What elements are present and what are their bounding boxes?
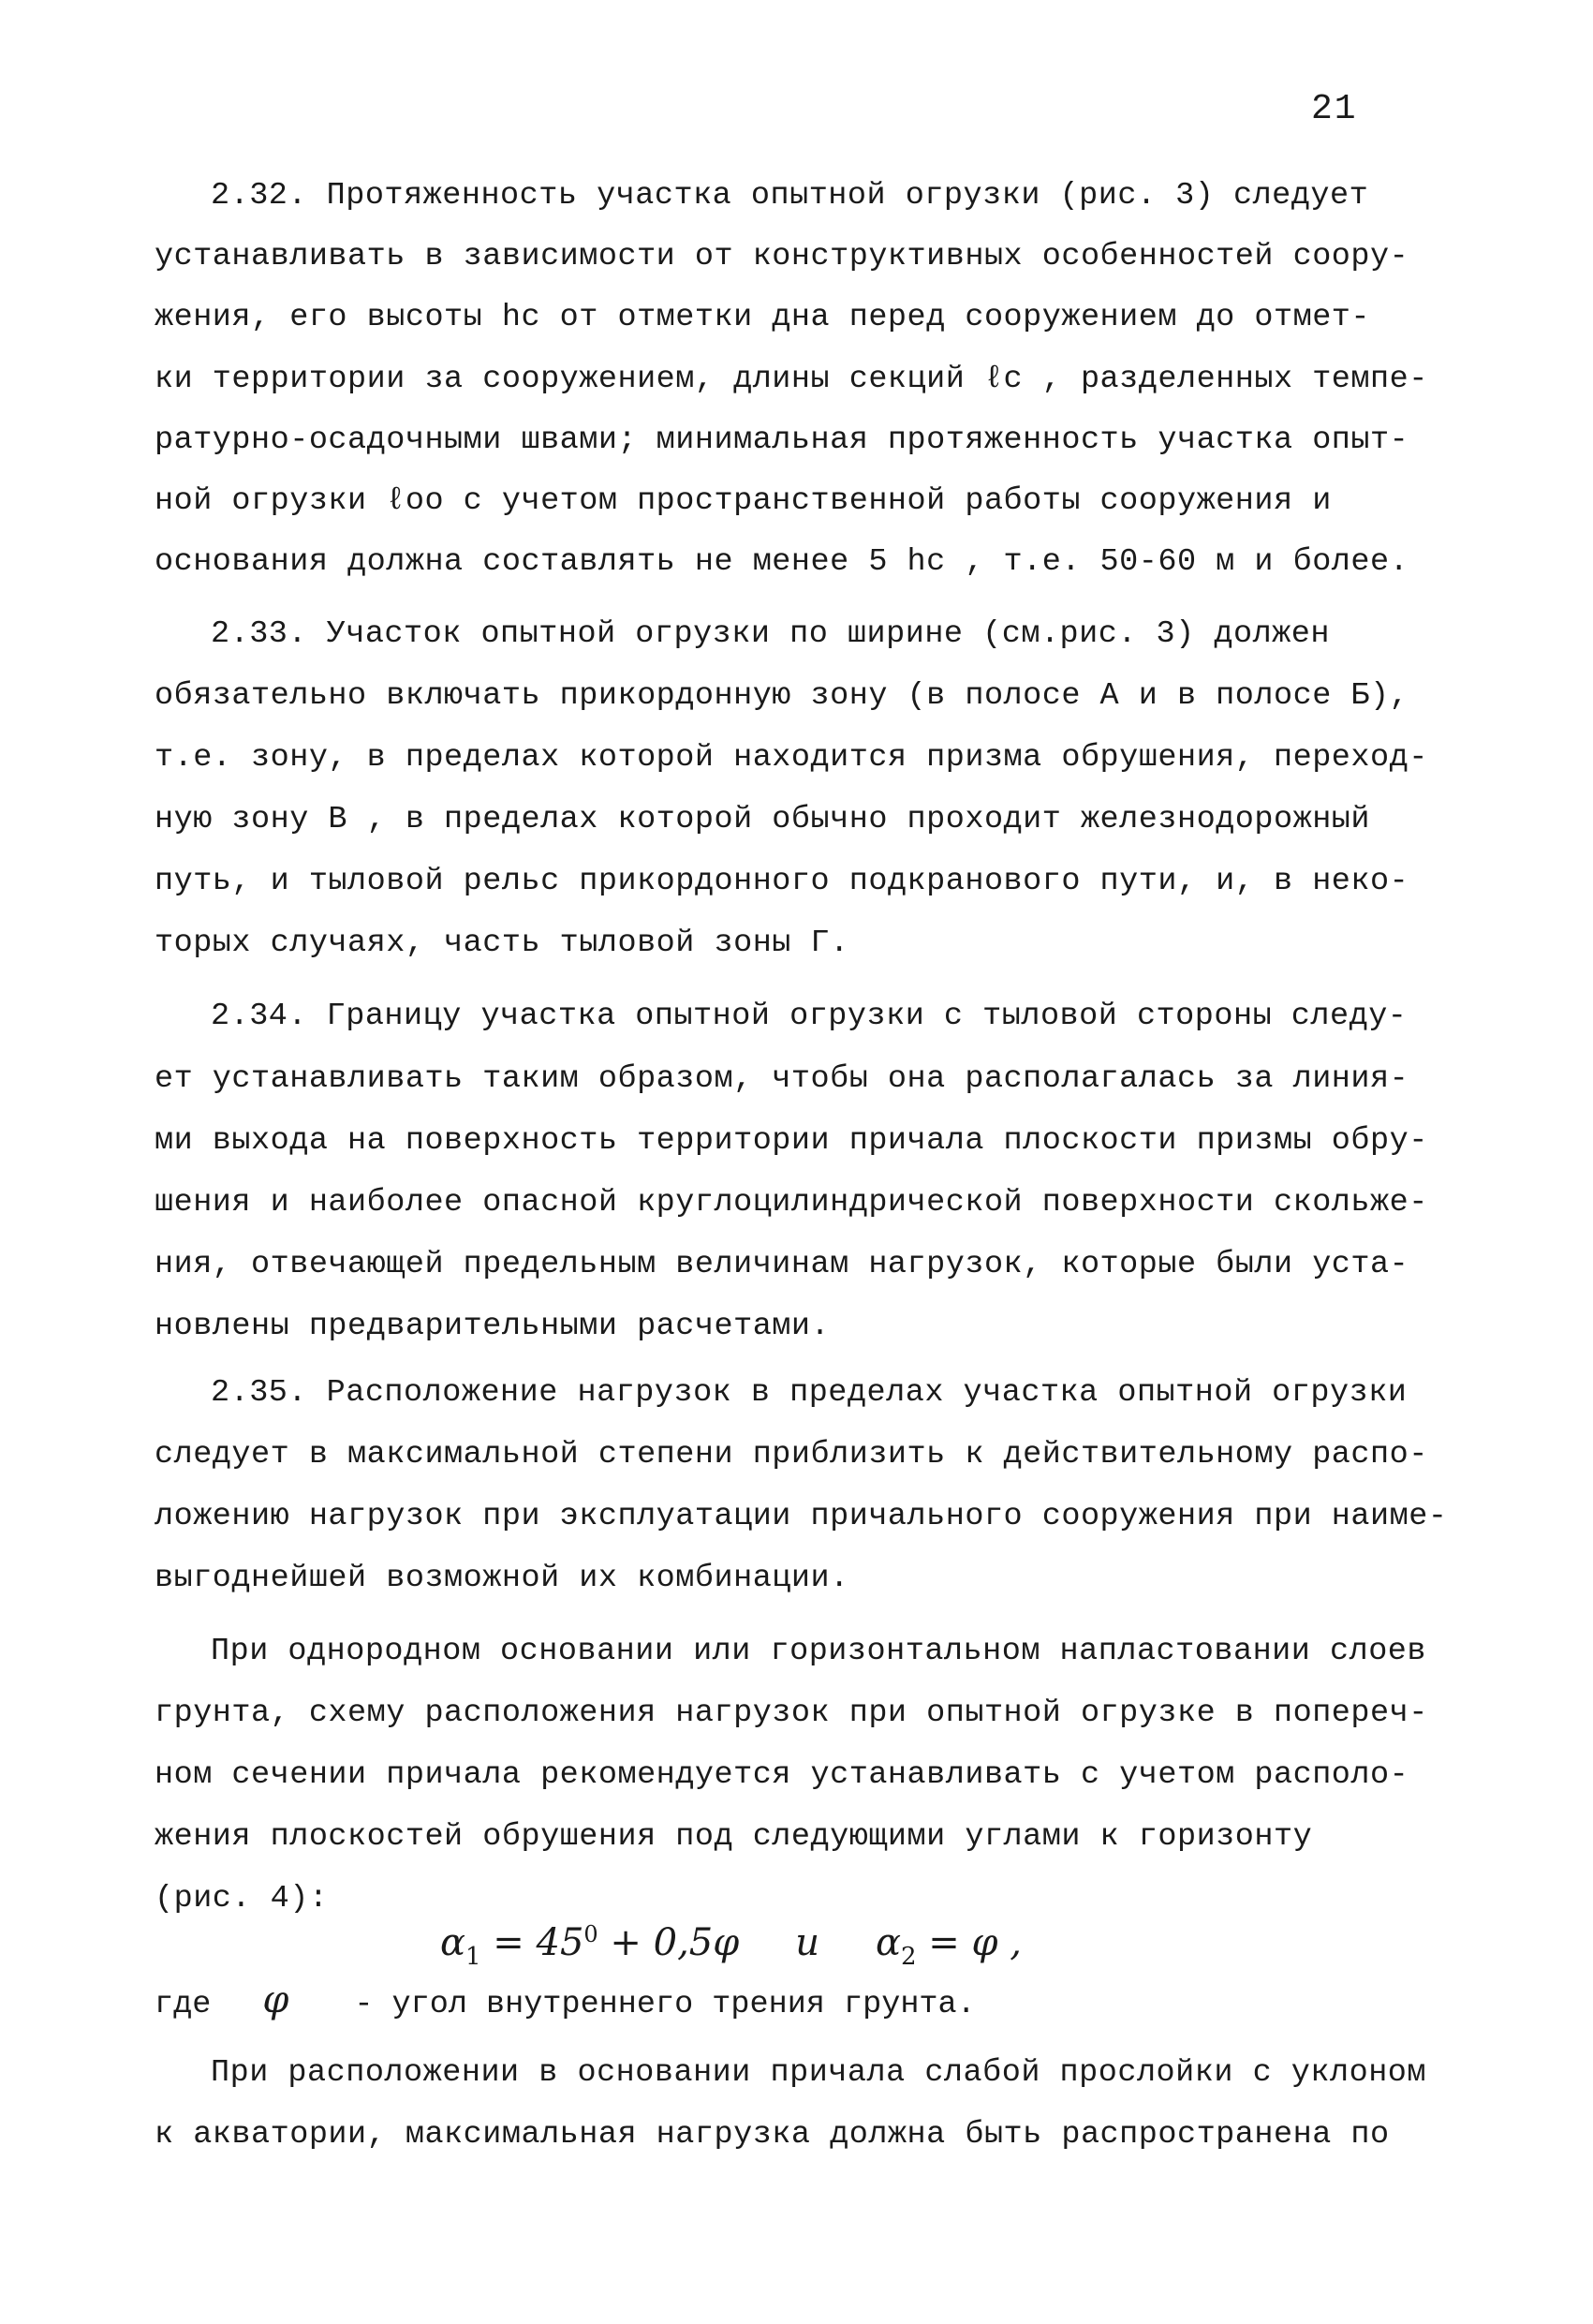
text-line: путь, и тыловой рельс прикордонного подкранового пути, и, в неко- [155, 864, 1409, 899]
text-line: 2.32. Протяженность участка опытной огрузки (рис. 3) следует [211, 178, 1369, 214]
text-line: При расположении в основании причала слабой прослойки с уклоном [211, 2055, 1427, 2091]
text-line: ет устанавливать таким образом, чтобы она располагалась за линия- [155, 1061, 1409, 1097]
text-line: к акватории, максимальная нагрузка должна быть распространена по [155, 2117, 1390, 2153]
angle-formula [440, 1911, 1022, 1980]
formula-alpha2-subscript: 2 [901, 1943, 917, 1971]
formula-eq2: = φ , [916, 1921, 1022, 1964]
text-line: ном сечении причала рекомендуется устанавливать с учетом располо- [155, 1757, 1409, 1793]
page-number: 21 [1311, 89, 1358, 129]
text-line: ную зону В , в пределах которой обычно проходит железнодорожный [155, 802, 1371, 837]
text-line: 2.35. Расположение нагрузок в пределах участка опытной огрузки [211, 1375, 1408, 1411]
text-line: ки территории за сооружением, длины секций ℓс , разделенных темпе- [155, 362, 1428, 397]
text-line: жения, его высоты hс от отметки дна перед сооружением до отмет- [155, 300, 1371, 335]
where-text: - угол внутреннего трения грунта. [354, 1987, 976, 2022]
formula-eq1: = 45 [480, 1921, 584, 1964]
text-line: обязательно включать прикордонную зону (в полосе А и в полосе Б), [155, 678, 1409, 714]
text-line: новлены предварительными расчетами. [155, 1309, 831, 1344]
text-line: основания должна составлять не менее 5 hс , т.е. 50-60 м и более. [155, 544, 1409, 580]
formula-alpha1: α [440, 1921, 466, 1964]
formula-and: и [795, 1921, 820, 1964]
where-label: где [155, 1987, 212, 2022]
formula-degree: 0 [583, 1921, 598, 1947]
formula-alpha2: α [876, 1921, 902, 1964]
where-line [155, 1980, 976, 2024]
text-line: грунта, схему расположения нагрузок при опытной огрузке в попереч- [155, 1695, 1428, 1731]
text-line: устанавливать в зависимости от конструктивных особенностей соору- [155, 239, 1409, 274]
text-line: следует в максимальной степени приблизить к действительному распо- [155, 1437, 1428, 1473]
text-line: торых случаях, часть тыловой зоны Г. [155, 925, 849, 961]
text-line: жения плоскостей обрушения под следующими углами к горизонту [155, 1819, 1313, 1855]
text-line: ми выхода на поверхность территории причала плоскости призмы обру- [155, 1123, 1428, 1159]
text-line: выгоднейшей возможной их комбинации. [155, 1561, 849, 1596]
text-line: ния, отвечающей предельным величинам нагрузок, которые были уста- [155, 1247, 1409, 1282]
text-line: ратурно-осадочными швами; минимальная протяженность участка опыт- [155, 422, 1409, 458]
text-line: При однородном основании или горизонтальном напластовании слоев [211, 1634, 1427, 1669]
text-line: шения и наиболее опасной круглоцилиндрической поверхности скольже- [155, 1185, 1428, 1221]
text-line: 2.33. Участок опытной огрузки по ширине (см.рис. 3) должен [211, 616, 1330, 652]
phi-symbol: φ [262, 1978, 289, 2021]
text-line: ложению нагрузок при эксплуатации причального сооружения при наиме- [155, 1499, 1448, 1534]
formula-alpha1-subscript: 1 [465, 1943, 481, 1971]
text-line: (рис. 4): [155, 1881, 329, 1917]
text-line: т.е. зону, в пределах которой находится призма обрушения, переход- [155, 740, 1428, 776]
text-line: ной огрузки ℓоо с учетом пространственной работы сооружения и [155, 483, 1332, 519]
text-line: 2.34. Границу участка опытной огрузки с тыловой стороны следу- [211, 999, 1408, 1034]
formula-rest1: + 0,5φ [597, 1921, 740, 1964]
